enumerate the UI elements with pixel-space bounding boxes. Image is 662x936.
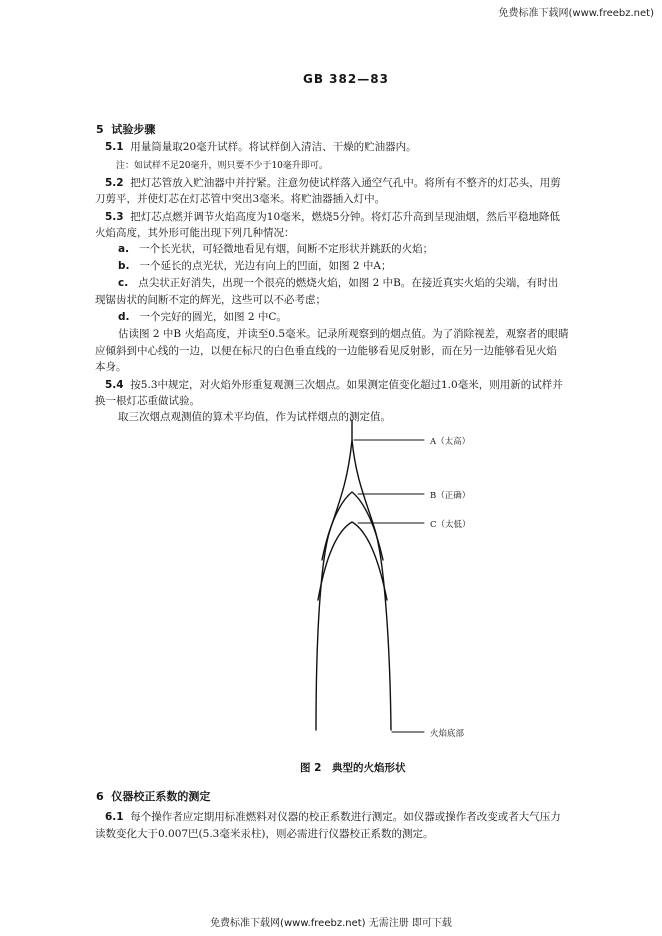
para-5-3-text: 把灯芯点燃并调节火焰高度为10毫米，燃烧5分钟。将灯芯升高到呈现油烟，然后平稳地降低 — [130, 211, 560, 223]
para-5-4-number: 5.4 — [105, 379, 124, 391]
para-5-2-text: 把灯芯管放入贮油器中并拧紧。注意勿使试样落入通空气孔中。将所有不整齐的灯芯头，用剪 — [130, 177, 561, 189]
document-number: GB 382—83 — [303, 72, 389, 86]
item-d-text: 一个完好的圆光，如图 2 中C。 — [139, 311, 287, 323]
item-b-mark: b. — [118, 260, 130, 272]
estimate-line3: 本身。 — [95, 361, 127, 373]
para-5-1-text: 用量筒量取20毫升试样。将试样倒入清洁、干燥的贮油器内。 — [130, 141, 417, 153]
label-flame-base: 火焰底部 — [430, 729, 465, 739]
flame-outline — [316, 440, 391, 730]
section-6-number: 6 — [96, 790, 104, 803]
label-a: A（太高） — [430, 437, 471, 447]
para-5-4-line2: 换一根灯芯重做试验。 — [95, 395, 200, 407]
para-5-2-number: 5.2 — [105, 177, 124, 189]
item-c-mark: c. — [118, 277, 129, 289]
item-b-text: 一个延长的点光状，光边有向上的凹面，如图 2 中A； — [139, 260, 392, 272]
para-6-1-text: 每个操作者应定期用标准燃料对仪器的校正系数进行测定。如仪器或操作者改变或者大气压力 — [130, 811, 561, 823]
label-b: B（正确） — [430, 491, 471, 501]
para-5-1-number: 5.1 — [105, 141, 124, 153]
item-c-line2: 现锯齿状的间断不定的辉光，这些可以不必考虑； — [95, 294, 326, 306]
para-5-3-line2: 火焰高度，其外形可能出现下列几种情况： — [95, 227, 295, 239]
para-5-3-number: 5.3 — [105, 211, 124, 223]
note-5-1: 注：如试样不足20毫升，则只要不少于10毫升即可。 — [116, 161, 328, 171]
section-6-title: 仪器校正系数的测定 — [111, 790, 211, 803]
item-a-text: 一个长光状，可轻微地看见有烟，间断不定形状并跳跃的火焰； — [139, 243, 434, 255]
average-sentence: 取三次烟点观测值的算术平均值，作为试样烟点的测定值。 — [118, 411, 391, 423]
item-d-mark: d. — [118, 311, 130, 323]
item-a-mark: a. — [118, 243, 130, 255]
label-c: C（太低） — [430, 520, 471, 530]
estimate-line1: 估读图 2 中B 火焰高度，并读至0.5毫米。记录所观察到的烟点值。为了消除视差，观察者的眼睛 — [118, 328, 569, 340]
para-6-1-line2: 读数变化大于0.007巴(5.3毫米汞柱)，则必需进行仪器校正系数的测定。 — [95, 828, 434, 840]
figure-caption: 图 2 典型的火焰形状 — [300, 762, 406, 774]
section-6-heading — [96, 788, 210, 804]
section-5-number: 5 — [96, 123, 104, 136]
site-footer: 免费标准下载网(www.freebz.net) 无需注册 即可下载 — [210, 918, 452, 929]
section-5-title: 试验步骤 — [111, 123, 156, 136]
item-c-text: 点尖状正好消失，出现一个很亮的燃烧火焰，如图 2 中B。在接近真实火焰的尖端，有时出 — [138, 277, 559, 289]
para-6-1-line1 — [105, 810, 561, 824]
site-header: 免费标准下载网(www.freebz.net) — [498, 8, 654, 19]
para-5-4-text: 按5.3中规定，对火焰外形重复观测三次烟点。如果测定值变化超过1.0毫米，则用新的试样并 — [130, 379, 563, 391]
para-6-1-number: 6.1 — [105, 811, 124, 823]
para-5-2-line2: 刀剪平，并使灯芯在灯芯管中突出3毫米。将贮油器插入灯中。 — [95, 193, 386, 205]
estimate-line2: 应倾斜到中心线的一边，以便在标尺的白色垂直线的一边能够看见反射影，而在另一边能够看见火焰 — [95, 345, 557, 357]
